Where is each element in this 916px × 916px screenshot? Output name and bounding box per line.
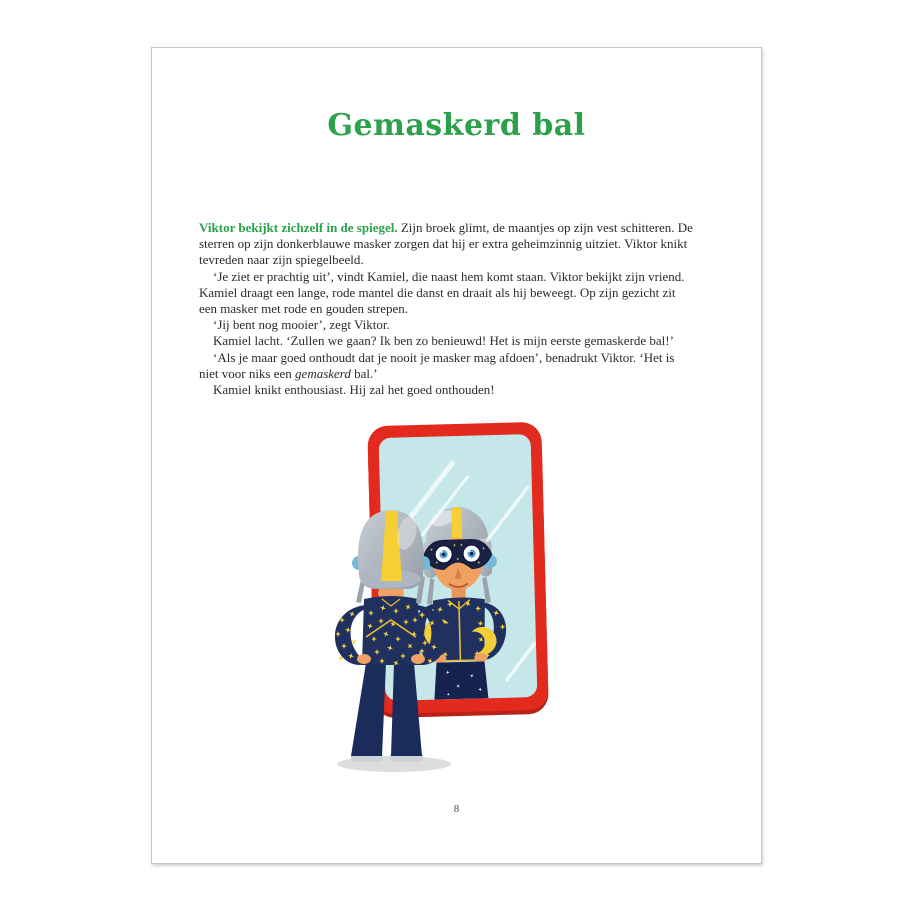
story-text: ‘Je ziet er prachtig uit’, vindt Kamiel, die naast hem komt staan. Viktor bekijkt zijn vriend. Kamiel draagt een lange, rode mantel die danst en draait als hij beweegt. Op zijn gezicht zit een masker met rode en gouden strepen. (199, 268, 685, 317)
story-text: Zijn broek glimt, de maantjes op zijn vest schitteren. De sterren op zijn donkerblauwe masker zorgen dat hij er extra geheimzinnig uitziet. Viktor knikt tevreden naar zijn spiegelbeeld. (199, 220, 693, 268)
story-text: Kamiel knikt enthousiast. Hij zal het goed onthouden! (213, 382, 495, 398)
page-number: 8 (453, 803, 460, 815)
story-text: bal.’ (350, 365, 378, 381)
story-text: ‘Jij bent nog mooier’, zegt Viktor. (213, 317, 390, 333)
story-text-block (199, 220, 693, 398)
story-paragraph (199, 333, 693, 349)
book-page (151, 47, 762, 864)
helmet-stripe (451, 507, 462, 543)
story-paragraph (199, 317, 693, 333)
story-paragraph (199, 269, 693, 318)
story-paragraph (199, 350, 693, 382)
story-text: ‘Als je maar goed onthoudt dat je nooit je masker mag afdoen’, benadrukt Viktor. ‘Het is niet voor niks een (199, 349, 675, 381)
story-text: Kamiel lacht. ‘Zullen we gaan? Ik ben zo benieuwd! Het is mijn eerste gemaskerde bal!’ (213, 333, 674, 349)
italic-word: gemaskerd (295, 365, 351, 381)
story-paragraph (199, 382, 693, 398)
story-lead: Viktor bekijkt zichzelf in de spiegel. (199, 220, 398, 235)
story-paragraph (199, 220, 693, 269)
mirror-illustration (318, 412, 598, 784)
page-title: Gemaskerd bal (327, 108, 586, 143)
